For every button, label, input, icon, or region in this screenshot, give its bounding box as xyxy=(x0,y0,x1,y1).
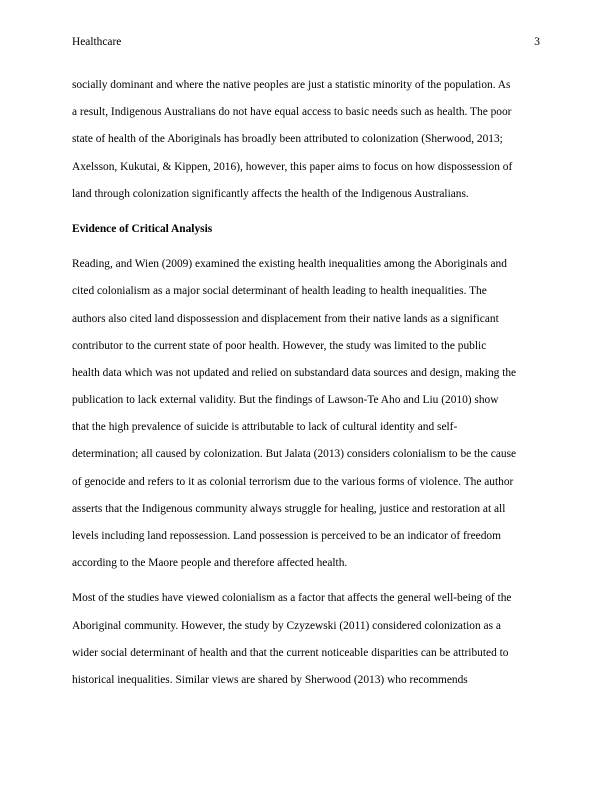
text-line: asserts that the Indigenous community always struggle for healing, justice and restoration at all xyxy=(72,502,506,515)
text-line: wider social determinant of health and that the current noticeable disparities can be attributed to xyxy=(72,646,509,659)
text-line: historical inequalities. Similar views are shared by Sherwood (2013) who recommends xyxy=(72,673,468,686)
text-line: contributor to the current state of poor health. However, the study was limited to the public xyxy=(72,339,487,352)
text-line: levels including land repossession. Land possession is perceived to be an indicator of freedom xyxy=(72,530,501,542)
text-line: that the high prevalence of suicide is attributable to lack of cultural identity and self- xyxy=(72,421,458,434)
text-line: according to the Maore people and therefore affected health. xyxy=(72,557,348,570)
text-line: a result, Indigenous Australians do not have equal access to basic needs such as health. The poor xyxy=(72,106,512,119)
text-line: state of health of the Aboriginals has broadly been attributed to colonization (Sherwood, 2013; xyxy=(72,133,503,146)
running-head xyxy=(72,36,540,52)
section-heading: Evidence of Critical Analysis xyxy=(72,222,213,235)
spacer xyxy=(72,581,542,589)
text-line: determination; all caused by colonization. But Jalata (2013) considers colonialism to be the cause xyxy=(72,448,517,461)
text-line: Most of the studies have viewed colonialism as a factor that affects the general well-being of the xyxy=(72,592,512,605)
paragraph-colonialism-views xyxy=(72,589,542,698)
text-line: Axelsson, Kukutai, & Kippen, 2016), however, this paper aims to focus on how dispossession of xyxy=(72,160,513,173)
paragraph-critical-analysis xyxy=(72,255,542,581)
text-line: socially dominant and where the native peoples are just a statistic minority of the population. As xyxy=(72,79,511,91)
spacer xyxy=(72,212,542,220)
text-line: Reading, and Wien (2009) examined the existing health inequalities among the Aboriginals and xyxy=(72,258,507,271)
text-line: Aboriginal community. However, the study by Czyzewski (2011) considered colonization as a xyxy=(72,619,501,632)
text-line: cited colonialism as a major social determinant of health leading to health inequalities. The xyxy=(72,285,487,298)
running-title: Healthcare xyxy=(72,36,122,48)
text-line: health data which was not updated and relied on substandard data sources and design, making the xyxy=(72,366,517,379)
text-line: publication to lack external validity. But the findings of Lawson-Te Aho and Liu (2010) show xyxy=(72,394,499,407)
paragraph-intro-continuation xyxy=(72,76,542,212)
text-line: authors also cited land dispossession and displacement from their native lands as a significant xyxy=(72,312,499,325)
document-body xyxy=(72,76,542,698)
spacer xyxy=(72,247,542,255)
page-number: 3 xyxy=(534,36,540,48)
text-line: land through colonization significantly affects the health of the Indigenous Australians. xyxy=(72,187,469,200)
text-line: of genocide and refers to it as colonial terrorism due to the various forms of violence. The author xyxy=(72,475,514,488)
